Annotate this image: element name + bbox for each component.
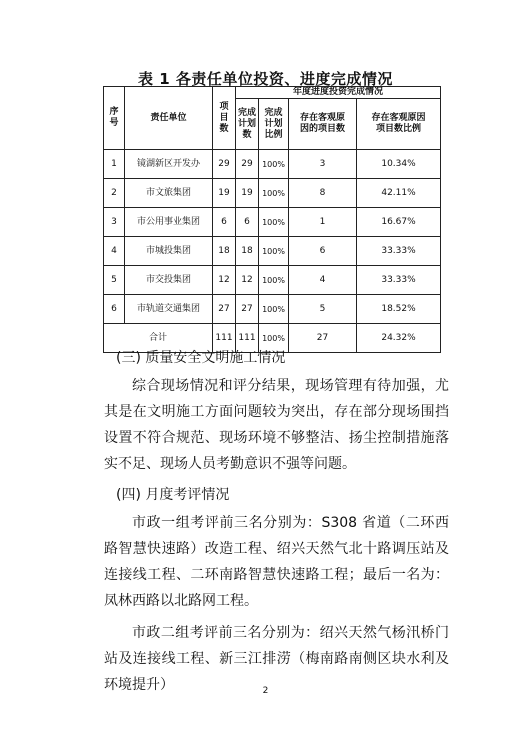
page-number: 2 (262, 686, 269, 696)
cell-issue-ratio: 33.33% (357, 237, 441, 266)
cell-ratio: 100% (259, 295, 289, 324)
total-label: 合计 (104, 324, 213, 353)
section-3-heading: (三) 质量安全文明施工情况 (116, 350, 286, 366)
cell-seq: 6 (104, 295, 125, 324)
cell-unit: 镜湖新区开发办 (125, 150, 213, 179)
cell-issue-ratio: 18.52% (357, 295, 441, 324)
header-count: 项目数 (213, 87, 236, 150)
cell-ratio: 100% (259, 266, 289, 295)
cell-done: 12 (236, 266, 259, 295)
cell-issues: 1 (289, 208, 357, 237)
cell-count: 29 (213, 150, 236, 179)
total-count: 111 (213, 324, 236, 353)
cell-issue-ratio: 42.11% (357, 179, 441, 208)
table-title: 表 1 各责任单位投资、进度完成情况 (138, 70, 393, 88)
cell-done: 27 (236, 295, 259, 324)
cell-seq: 5 (104, 266, 125, 295)
cell-issue-ratio: 33.33% (357, 266, 441, 295)
table-row (104, 237, 441, 266)
cell-ratio: 100% (259, 179, 289, 208)
cell-ratio: 100% (259, 208, 289, 237)
header-unit: 责任单位 (125, 87, 213, 150)
cell-done: 19 (236, 179, 259, 208)
section-3-body: 综合现场情况和评分结果，现场管理有待加强，尤其是在文明施工方面问题较为突出，存在部分现场围挡设置不符合规范、现场环境不够整洁、扬尘控制措施落实不足、现场人员考勤意识不强等问题。 (104, 378, 449, 472)
cell-unit: 市轨道交通集团 (125, 295, 213, 324)
section-4-paragraph-1: 市政一组考评前三名分别为：S308 省道（二环西路智慧快速路）改造工程、绍兴天然气北十路调压站及连接线工程、二环南路智慧快速路工程；最后一名为： 凤林西路以北路网工程。 (104, 515, 449, 609)
header-group: 年度进度投资完成情况 (236, 87, 441, 99)
section-4-paragraph-2: 市政二组考评前三名分别为：绍兴天然气杨汛桥门站及连接线工程、新三江排涝（梅南路南侧区块水利及环境提升） (104, 625, 449, 693)
cell-seq: 1 (104, 150, 125, 179)
total-issues: 27 (289, 324, 357, 353)
header-ratio: 完成计划比例 (259, 99, 289, 150)
cell-issue-ratio: 10.34% (357, 150, 441, 179)
cell-ratio: 100% (259, 237, 289, 266)
cell-seq: 3 (104, 208, 125, 237)
cell-issue-ratio: 16.67% (357, 208, 441, 237)
section-4-heading: (四) 月度考评情况 (116, 487, 230, 503)
cell-ratio: 100% (259, 150, 289, 179)
cell-unit: 市城投集团 (125, 237, 213, 266)
cell-issues: 8 (289, 179, 357, 208)
cell-count: 18 (213, 237, 236, 266)
cell-unit: 市公用事业集团 (125, 208, 213, 237)
table-row (104, 295, 441, 324)
cell-seq: 2 (104, 179, 125, 208)
total-done: 111 (236, 324, 259, 353)
cell-seq: 4 (104, 237, 125, 266)
cell-done: 29 (236, 150, 259, 179)
cell-count: 19 (213, 179, 236, 208)
cell-unit: 市文旅集团 (125, 179, 213, 208)
header-issue-ratio: 存在客观原因项目数比例 (357, 99, 441, 150)
cell-unit: 市交投集团 (125, 266, 213, 295)
header-issues: 存在客观原因的项目数 (289, 99, 357, 150)
cell-issues: 4 (289, 266, 357, 295)
cell-issues: 5 (289, 295, 357, 324)
total-ratio: 100% (259, 324, 289, 353)
cell-issues: 6 (289, 237, 357, 266)
cell-count: 12 (213, 266, 236, 295)
table-row (104, 150, 441, 179)
cell-count: 27 (213, 295, 236, 324)
table-row (104, 266, 441, 295)
header-seq: 序号 (104, 87, 125, 150)
total-issue-ratio: 24.32% (357, 324, 441, 353)
cell-done: 18 (236, 237, 259, 266)
table-row (104, 208, 441, 237)
header-done: 完成计划数 (236, 99, 259, 150)
cell-done: 6 (236, 208, 259, 237)
table-row (104, 179, 441, 208)
investment-progress-table (103, 86, 441, 353)
cell-count: 6 (213, 208, 236, 237)
cell-issues: 3 (289, 150, 357, 179)
